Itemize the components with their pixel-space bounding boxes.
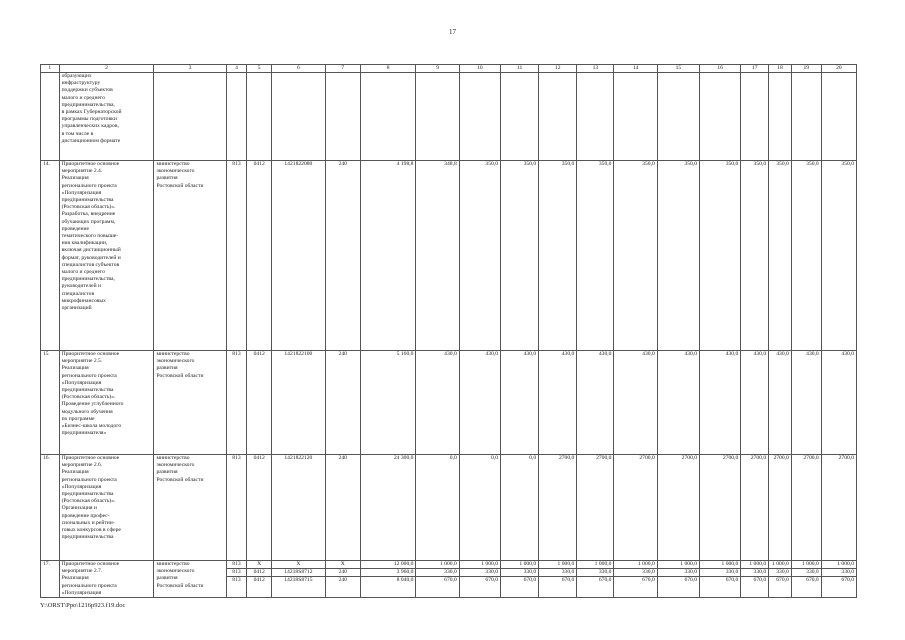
amount-col-17-line: 2700,0 [750,455,767,461]
amount-col-14 [614,73,657,161]
amount-col-15-line: 430,0 [684,351,698,357]
amount-col-19 [791,351,821,455]
amount-col-10 [459,455,500,561]
amount-col-11-line: 430,0 [523,351,537,357]
amount-col-9-line: 348,8 [444,161,457,167]
row-number: 17. [41,561,60,598]
code-c6 [272,561,326,598]
amount-col-11-line: 350,0 [523,161,537,167]
code-c7 [325,73,360,161]
event-name: Приоритетное основное мероприятие 2.6. Реализация регионального проекта «Популяризация предпринимательства (Ростовская область)». Организация и проведение профес- сиональных и рейтин- говых конкурсов в сфере предпринимательства [59,455,154,561]
amount-col-13-line: 2700,0 [596,455,612,461]
amount-col-9 [416,455,459,561]
amount-col-17-line: 430,0 [753,351,767,357]
amount-col-18 [769,351,792,455]
amount-col-8 [360,561,416,598]
amount-col-8-line: 8 040,0 [361,576,416,584]
code-c5 [247,161,272,351]
code-c5-line: 0412 [253,455,265,461]
event-name: Приоритетное основное мероприятие 2.5. Реализация регионального проекта «Популяризация предпринимательства (Ростовская область)». Проведение углубленного модульного обучения по программе «Бизнес-школа молодого предпринимателя» [59,351,154,455]
amount-col-20-line: 430,0 [841,351,854,357]
amount-col-17 [741,455,769,561]
amount-col-15 [657,73,699,161]
amount-col-20-line: 330,0 [822,568,856,576]
code-c6 [272,351,326,455]
amount-col-10 [459,73,500,161]
amount-col-15-line: 350,0 [684,161,698,167]
column-number: 1 [41,65,60,73]
column-number: 5 [247,65,272,73]
column-number: 2 [59,65,154,73]
amount-col-20 [821,351,856,455]
amount-col-16-line: 2700,0 [722,455,739,461]
amount-col-11-line: 1 000,0 [519,561,537,567]
amount-col-10-line: 430,0 [485,351,499,357]
event-name: образующих инфраструктуру поддержки субъектов малого и среднего предпринимательства, в рамках Губернаторской программы подготовки управленческих кадров, в том числе в дистанционном формате [59,73,154,161]
column-number: 17 [741,65,769,73]
amount-col-10 [459,161,500,351]
amount-col-9-line: 330,0 [416,568,458,576]
code-c7-line: 240 [326,568,360,576]
amount-col-19 [791,161,821,351]
amount-col-11-line: 0,0 [529,455,537,461]
amount-col-14-line: 2700,0 [639,455,655,461]
amount-col-14 [614,455,657,561]
budget-table [40,64,857,598]
amount-col-13-line: 430,0 [598,351,612,357]
amount-col-10 [459,351,500,455]
column-number: 9 [416,65,459,73]
amount-col-18 [769,73,792,161]
table-row [41,161,857,351]
code-c5 [247,351,272,455]
column-number: 20 [821,65,856,73]
code-c7-line: 240 [338,455,347,461]
code-c5-line: 0412 [253,161,265,167]
code-c5-line: 0412 [247,568,271,576]
amount-col-17 [741,161,769,351]
table-row [41,561,857,598]
amount-col-19-line: 330,0 [792,568,821,576]
column-number: 3 [154,65,226,73]
amount-col-19 [791,561,821,598]
column-number: 10 [459,65,500,73]
code-c6 [272,161,326,351]
amount-col-8-line: 12 000,0 [393,561,414,567]
footer-file-path: Y:\ORST\Ppo\1216p923.f19.doc [40,602,126,609]
amount-col-19 [791,73,821,161]
amount-col-19-line: 1 000,0 [801,561,819,567]
amount-col-16 [700,351,741,455]
amount-col-14 [614,561,657,598]
amount-col-18-line: 1 000,0 [772,561,789,567]
code-c6 [272,455,326,561]
amount-col-18 [769,455,792,561]
amount-col-18-line: 430,0 [776,351,789,357]
amount-col-12-line: 2700,0 [558,455,575,461]
amount-col-10-line: 1 000,0 [481,561,499,567]
amount-col-18 [769,161,792,351]
amount-col-8-line: 4 198,8 [396,161,414,167]
amount-col-16 [700,561,741,598]
code-c7-line: 240 [338,161,347,167]
amount-col-18 [769,561,792,598]
amount-col-12 [539,161,577,351]
column-number: 7 [325,65,360,73]
event-name: Приоритетное основное мероприятие 2.4. Реализация регионального проекта «Популяризация предпринимательства (Ростовская область)». Разработка, внедрение обучающих программ, проведение тематического повыше- ния квалификации, включая дистанционный формат, руководителей и специалистов субъектов малого и среднего предпринимательства, руководителей и специалистов микрофинансовых организаций [59,161,154,351]
amount-col-11 [501,351,539,455]
code-c4-line: 813 [232,161,241,167]
code-c4-line: 813 [232,455,241,461]
amount-col-20-line: 1 000,0 [837,561,854,567]
amount-col-16-line: 330,0 [700,568,740,576]
amount-col-12 [539,455,577,561]
amount-col-15-line: 1 000,0 [680,561,698,567]
code-c6-line: X [296,561,301,567]
amount-col-10 [459,561,500,598]
page-number: 17 [449,28,456,36]
code-c5 [247,455,272,561]
code-c4 [226,561,247,598]
row-number [41,73,60,161]
amount-col-15-line: 2700,0 [681,455,698,461]
amount-col-16-line: 1 000,0 [721,561,739,567]
column-number: 12 [539,65,577,73]
amount-col-20-line: 350,0 [841,161,854,167]
executor: министерство экономического развития Ростовской области [154,161,226,351]
amount-col-10-line: 670,0 [460,576,500,584]
amount-col-12 [539,351,577,455]
amount-col-12-line: 330,0 [539,568,576,576]
amount-col-8-line: 24 300,0 [393,455,414,461]
amount-col-17 [741,351,769,455]
amount-col-20 [821,561,856,598]
amount-col-16 [700,73,741,161]
amount-col-11-line: 670,0 [501,576,538,584]
amount-col-9 [416,351,459,455]
table-row [41,351,857,455]
amount-col-15 [657,351,699,455]
amount-col-14-line: 330,0 [614,568,656,576]
amount-col-9 [416,161,459,351]
amount-col-16 [700,161,741,351]
amount-col-13-line: 670,0 [577,576,613,584]
amount-col-11 [501,161,539,351]
code-c4-line: 813 [232,351,241,357]
amount-col-12-line: 430,0 [561,351,575,357]
code-c7 [325,351,360,455]
amount-col-13 [577,73,614,161]
amount-col-9-line: 670,0 [416,576,458,584]
amount-col-15 [657,455,699,561]
column-number: 19 [791,65,821,73]
column-number: 14 [614,65,657,73]
amount-col-19-line: 430,0 [806,351,819,357]
amount-col-16-line: 430,0 [725,351,739,357]
amount-col-13 [577,455,614,561]
amount-col-9 [416,73,459,161]
amount-col-19-line: 350,0 [806,161,819,167]
column-number: 18 [769,65,792,73]
code-c4 [226,73,247,161]
amount-col-20 [821,161,856,351]
row-number: 15 [41,351,60,455]
code-c4 [226,351,247,455]
amount-col-16-line: 350,0 [725,161,739,167]
amount-col-15 [657,161,699,351]
column-number: 11 [501,65,539,73]
code-c7 [325,455,360,561]
column-number: 6 [272,65,326,73]
amount-col-13-line: 330,0 [577,568,613,576]
column-number: 8 [360,65,416,73]
code-c6 [272,73,326,161]
amount-col-15 [657,561,699,598]
amount-col-8 [360,455,416,561]
code-c7 [325,161,360,351]
amount-col-9-line: 0,0 [449,455,457,461]
amount-col-20 [821,73,856,161]
amount-col-14-line: 670,0 [614,576,656,584]
amount-col-16 [700,455,741,561]
amount-col-18-line: 670,0 [769,576,791,584]
code-c6-line: 1421822100 [284,351,313,357]
table-row [41,455,857,561]
amount-col-18-line: 2700,0 [773,455,789,461]
column-number-row [41,65,857,73]
amount-col-13 [577,561,614,598]
code-c5-line: X [257,561,262,567]
code-c7 [325,561,360,598]
amount-col-11 [501,455,539,561]
amount-col-11 [501,561,539,598]
executor: министерство экономического развития Ростовской области [154,351,226,455]
amount-col-18-line: 350,0 [776,161,789,167]
amount-col-12-line: 350,0 [561,161,575,167]
amount-col-14 [614,161,657,351]
column-number: 13 [577,65,614,73]
amount-col-13-line: 1 000,0 [594,561,612,567]
amount-col-13 [577,161,614,351]
amount-col-13 [577,351,614,455]
amount-col-8 [360,161,416,351]
code-c6-line: 14218S8715 [272,576,325,584]
amount-col-20-line: 670,0 [822,576,856,584]
code-c7-line: X [340,561,345,567]
amount-col-18-line: 330,0 [769,568,791,576]
column-number: 15 [657,65,699,73]
amount-col-14-line: 430,0 [642,351,655,357]
code-c7-line: 240 [338,351,347,357]
code-c5 [247,73,272,161]
executor [154,73,226,161]
column-number: 4 [226,65,247,73]
code-c4-line: 813 [227,568,247,576]
amount-col-13-line: 350,0 [598,161,612,167]
amount-col-17-line: 350,0 [753,161,767,167]
amount-col-10-line: 350,0 [485,161,499,167]
amount-col-12 [539,73,577,161]
row-number: 16. [41,455,60,561]
amount-col-20 [821,455,856,561]
code-c6-line: 1421822080 [284,161,313,167]
amount-col-19-line: 2700,0 [803,455,819,461]
amount-col-15-line: 670,0 [658,576,699,584]
amount-col-9 [416,561,459,598]
amount-col-15-line: 330,0 [658,568,699,576]
amount-col-17 [741,73,769,161]
amount-col-8-line: 5 160,0 [396,351,414,357]
amount-col-19 [791,455,821,561]
code-c7-line: 240 [326,576,360,584]
code-c5-line: 0412 [253,351,265,357]
amount-col-11-line: 330,0 [501,568,538,576]
code-c4-line: 813 [232,561,241,567]
amount-col-17-line: 1 000,0 [749,561,767,567]
code-c4-line: 813 [227,576,247,584]
amount-col-12-line: 1 000,0 [557,561,575,567]
code-c5 [247,561,272,598]
amount-col-14 [614,351,657,455]
amount-col-19-line: 670,0 [792,576,821,584]
executor: министерство экономического развития Ростовской области [154,561,226,598]
table-row [41,73,857,161]
code-c4 [226,161,247,351]
amount-col-17-line: 670,0 [741,576,768,584]
amount-col-14-line: 1 000,0 [637,561,655,567]
amount-col-20-line: 2700,0 [838,455,854,461]
amount-col-14-line: 350,0 [642,161,655,167]
code-c5-line: 0412 [247,576,271,584]
amount-col-12 [539,561,577,598]
code-c6-line: 14218S8712 [272,568,325,576]
column-number: 16 [700,65,741,73]
amount-col-8 [360,351,416,455]
amount-col-8 [360,73,416,161]
amount-col-10-line: 0,0 [491,455,499,461]
amount-col-8-line: 3 960,0 [361,568,416,576]
amount-col-12-line: 670,0 [539,576,576,584]
amount-col-10-line: 330,0 [460,568,500,576]
code-c4 [226,455,247,561]
amount-col-11 [501,73,539,161]
event-name: Приоритетное основное мероприятие 2.7. Реализация регионального проекта «Популяризация [59,561,154,598]
code-c6-line: 1421822120 [284,455,313,461]
amount-col-9-line: 430,0 [444,351,457,357]
amount-col-16-line: 670,0 [700,576,740,584]
amount-col-17-line: 330,0 [741,568,768,576]
amount-col-9-line: 1 000,0 [439,561,457,567]
amount-col-17 [741,561,769,598]
row-number: 14. [41,161,60,351]
executor: министерство экономического развития Ростовской области [154,455,226,561]
